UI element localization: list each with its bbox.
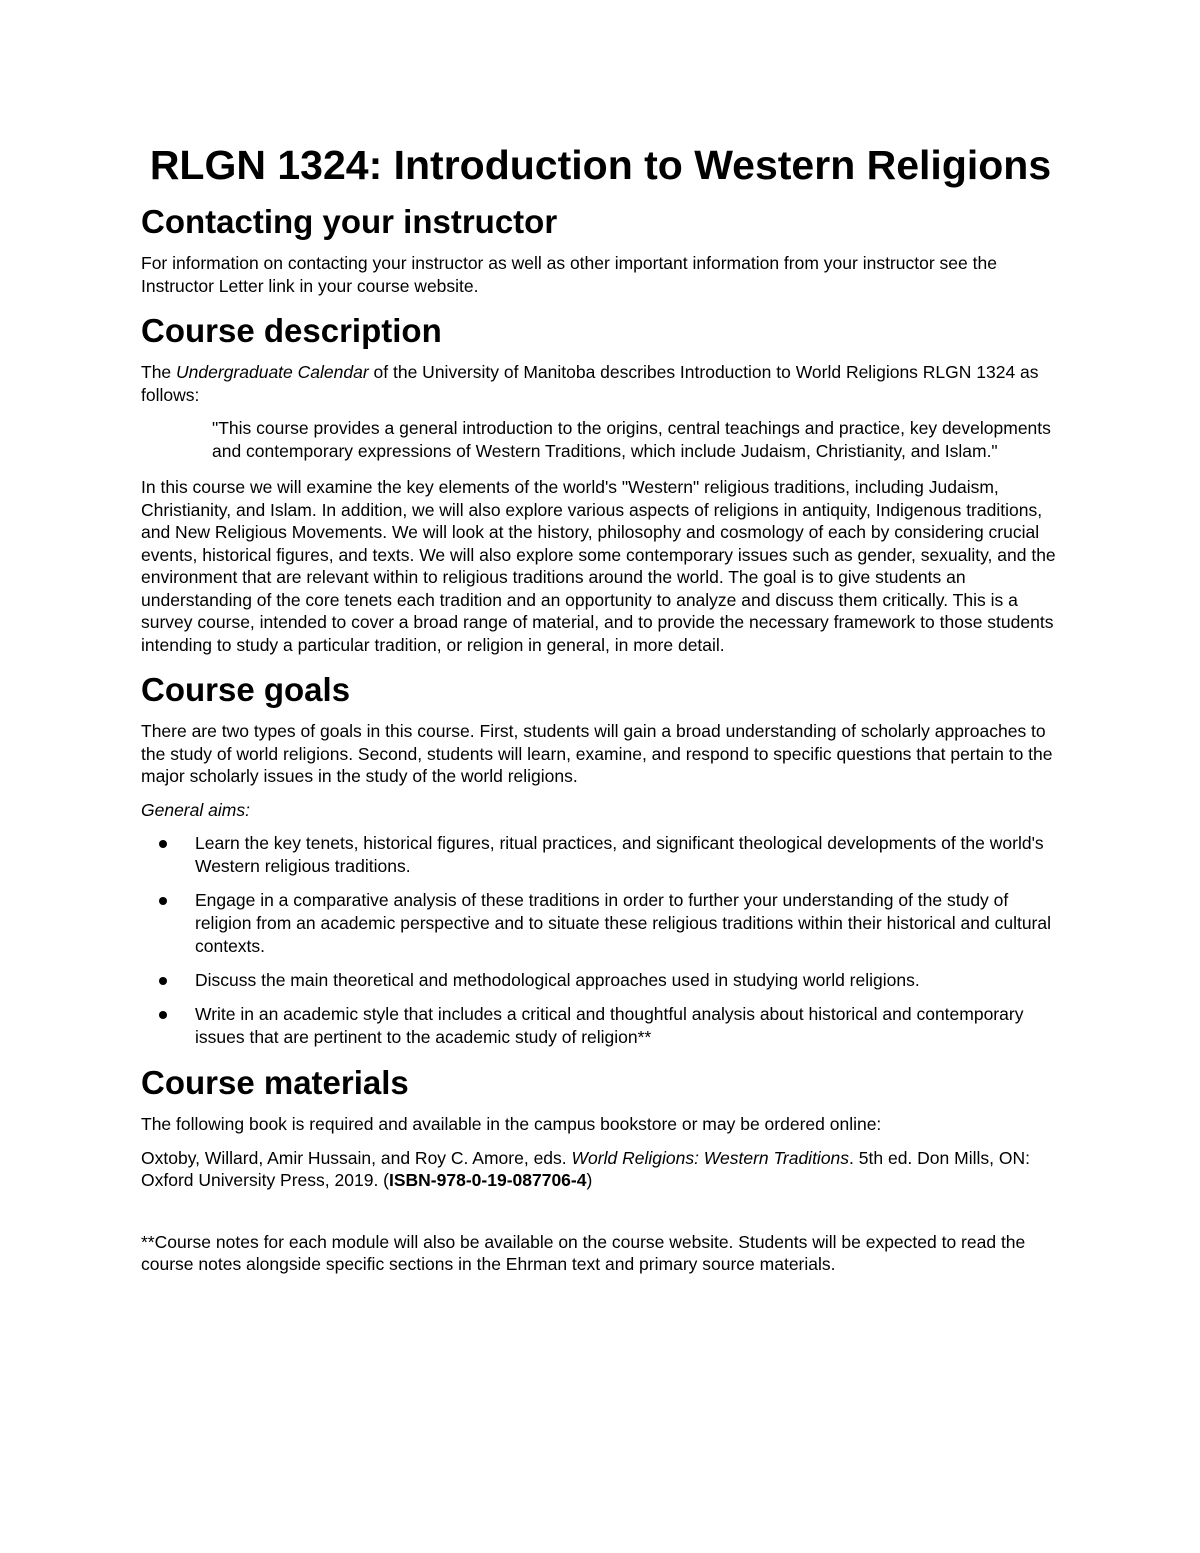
list-item [141, 969, 1060, 992]
intro-rest: of the University of Manitoba describes Introduction to World Religions RLGN 1324 as follows: [141, 362, 1039, 405]
citation-publisher: . 5th ed. Don Mills, ON: Oxford University Press, 2019. ( [141, 1147, 1030, 1190]
intro-the: The [141, 362, 177, 382]
calendar-title: Undergraduate Calendar [176, 362, 369, 382]
aims-list [141, 832, 1060, 1049]
description-body: In this course we will examine the key elements of the world's "Western" religious traditions, including Judaism, Christianity, and Islam. In addition, we will also explore various aspects of religions in antiquity, Indigenous traditions, and New Religious Movements. We will look at the history, philosophy and cosmology of each by considering crucial events, historical figures, and texts. We will also explore some contemporary issues such as gender, sexuality, and the environment that are relevant within to religious traditions around the world. The goal is to give students an understanding of the core tenets each tradition and an opportunity to analyze and discuss them critically. This is a survey course, intended to cover a broad range of material, and to provide the necessary framework to those students intending to study a particular tradition, or religion in general, in more detail. [141, 477, 1056, 655]
bullet-icon [159, 840, 167, 848]
aims-label-text: General aims: [141, 799, 250, 820]
citation-isbn: ISBN-978-0-19-087706-4 [389, 1170, 587, 1190]
aim-text: Discuss the main theoretical and methodological approaches used in studying world religions. [195, 970, 920, 990]
citation-close: ) [586, 1170, 593, 1190]
calendar-quote: "This course provides a general introduction to the origins, central teachings and practice, key developments and contemporary expressions of Western Traditions, which include Judaism, Christianity, and Islam." [212, 418, 1051, 461]
citation-title: World Religions: Western Traditions [571, 1147, 850, 1168]
description-intro [141, 361, 1060, 406]
aim-text: Learn the key tenets, historical figures, ritual practices, and significant theological developments of the world's Western religious traditions. [195, 833, 1044, 876]
materials-heading: Course materials [141, 1064, 409, 1101]
goals-heading: Course goals [141, 671, 351, 708]
aims-label [141, 799, 1060, 822]
bullet-icon [159, 897, 167, 905]
list-item [141, 889, 1060, 958]
description-heading: Course description [141, 312, 442, 349]
bullet-icon [159, 977, 167, 985]
contact-section [141, 202, 1060, 297]
spacer [141, 1203, 1060, 1231]
document-title: RLGN 1324: Introduction to Western Religions [149, 142, 1052, 188]
contact-heading: Contacting your instructor [141, 203, 558, 240]
list-item [141, 832, 1060, 878]
citation-authors: Oxtoby, Willard, Amir Hussain, and Roy C. Amore, eds. [141, 1147, 572, 1168]
materials-text: The following book is required and available in the campus bookstore or may be ordered online: [141, 1114, 882, 1134]
goals-text: There are two types of goals in this course. First, students will gain a broad understanding of scholarly approaches to the study of world religions. Second, students will learn, examine, and respond to specific questions that pertain to the major scholarly issues in the study of the world religions. [141, 721, 1053, 786]
aim-text: Write in an academic style that includes a critical and thoughtful analysis about historical and contemporary issues that are pertinent to the academic study of religion** [195, 1004, 1024, 1047]
description-section [141, 311, 1060, 656]
bullet-icon [159, 1011, 167, 1019]
list-item [141, 1003, 1060, 1049]
materials-section [141, 1063, 1060, 1276]
aim-text: Engage in a comparative analysis of these traditions in order to further your understanding of the study of religion from an academic perspective and to situate these religious traditions within their historical and cultural contexts. [195, 890, 1051, 956]
book-citation [141, 1147, 1060, 1192]
course-notes-note: **Course notes for each module will also be available on the course website. Students will be expected to read the course notes alongside specific sections in the Ehrman text and primary source materials. [141, 1231, 1026, 1274]
goals-section [141, 670, 1060, 1049]
contact-text: For information on contacting your instructor as well as other important information from your instructor see the Instructor Letter link in your course website. [141, 253, 997, 296]
